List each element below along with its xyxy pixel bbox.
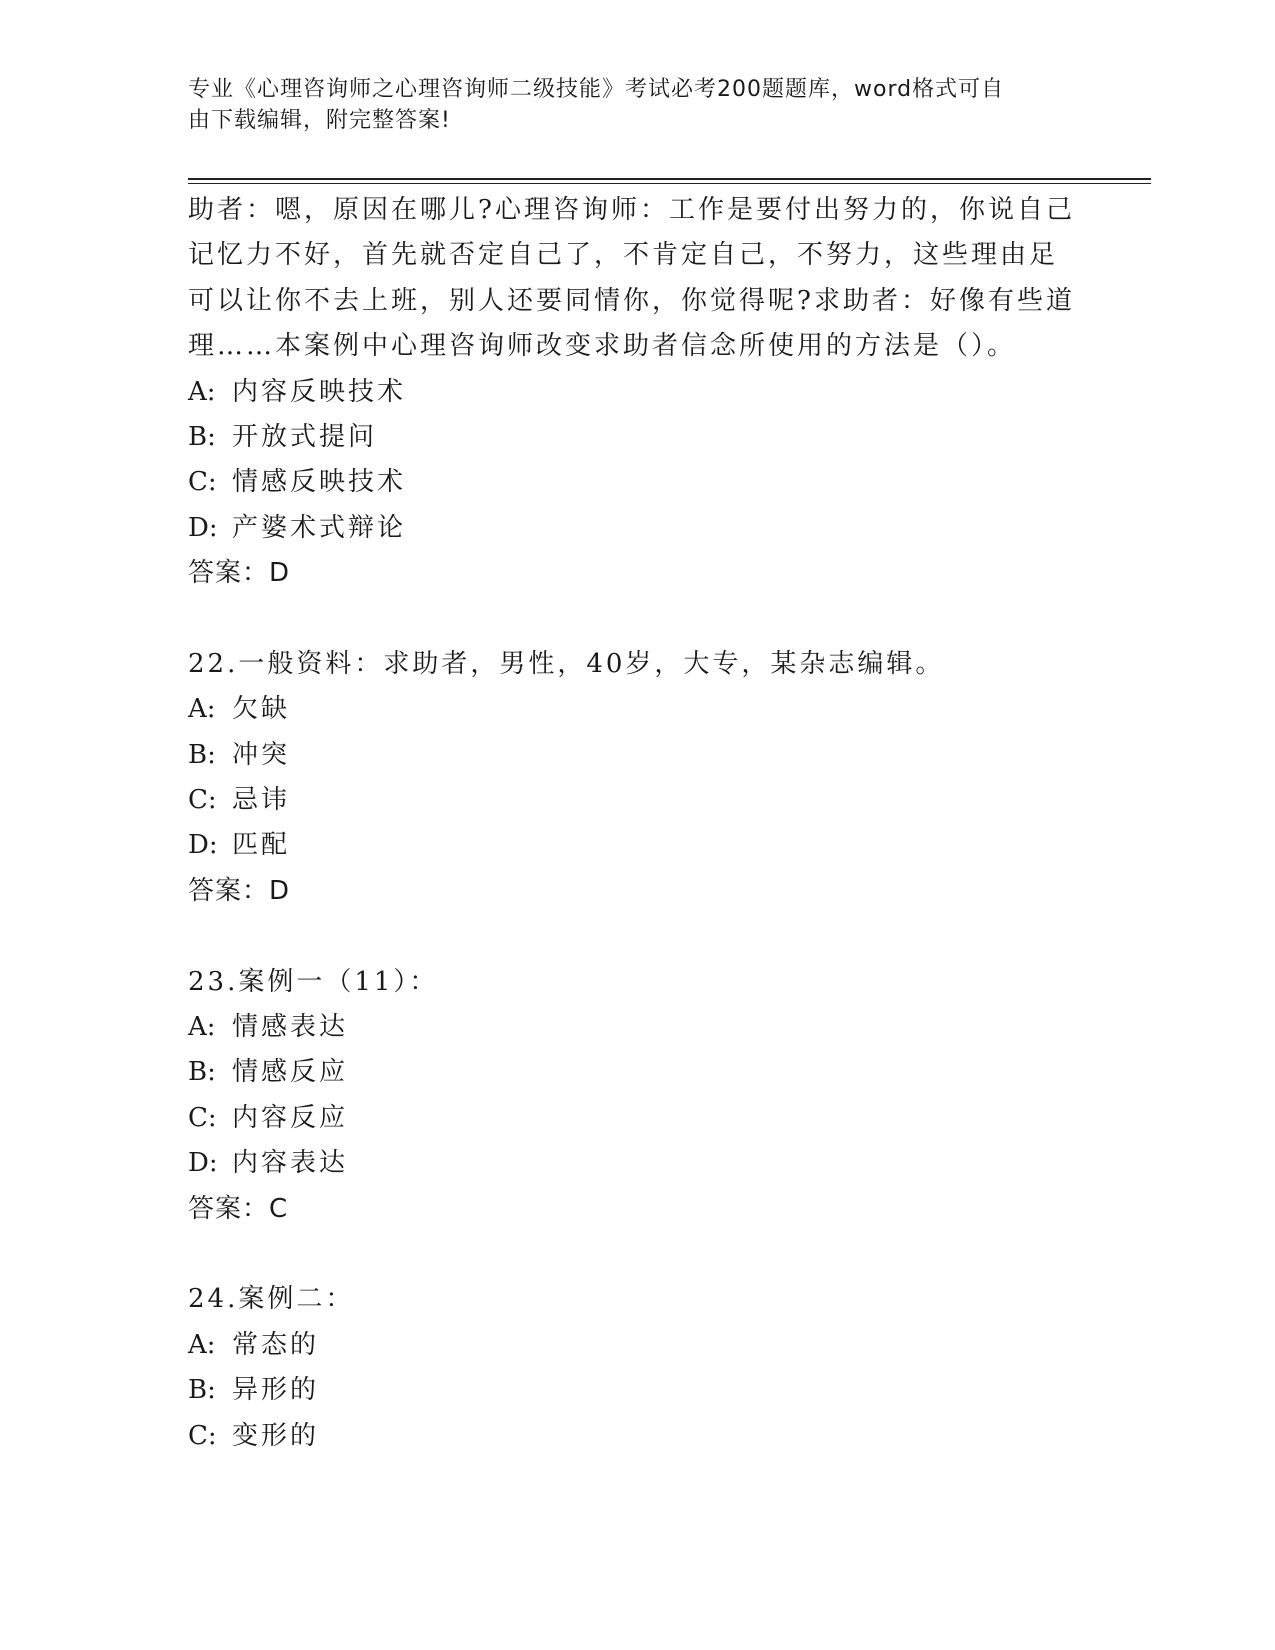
option-a (188, 370, 1088, 415)
option-label: C: (188, 467, 217, 498)
answer-line: 答案：C (188, 1193, 289, 1224)
option-c (188, 460, 1088, 505)
option-b (188, 1050, 1088, 1095)
option-d (188, 823, 1088, 868)
option-label: C: (188, 1420, 217, 1451)
option-text: 忌讳 (232, 785, 291, 816)
option-label: B: (188, 739, 216, 770)
question-24 (188, 1277, 1088, 1459)
option-b (188, 733, 1088, 778)
option-text: 常态的 (232, 1329, 320, 1360)
question-stem: 24.案例二： (188, 1284, 355, 1315)
option-text: 内容表达 (232, 1148, 349, 1179)
option-text: 欠缺 (232, 694, 291, 725)
question-spacer (188, 1232, 1088, 1277)
header-line-1: 专业《心理咨询师之心理咨询师二级技能》考试必考200题题库，word格式可自 (188, 77, 1005, 102)
question-23 (188, 960, 1088, 1232)
header-line-2: 由下载编辑，附完整答案! (188, 108, 451, 133)
option-label: B: (188, 1057, 216, 1088)
option-a (188, 1323, 1088, 1368)
option-label: B: (188, 421, 216, 452)
option-text: 内容反映技术 (232, 376, 407, 407)
question-stem: 23.案例一（11）： (188, 966, 439, 997)
option-label: C: (188, 785, 217, 816)
header-rule-thin (188, 183, 1151, 184)
question-22 (188, 642, 1088, 914)
option-text: 内容反应 (232, 1102, 349, 1133)
option-text: 异形的 (232, 1375, 320, 1406)
option-text: 冲突 (232, 739, 291, 770)
question-stem-line: 可以让你不去上班，别人还要同情你，你觉得呢?求助者：好像有些道 (188, 285, 1075, 316)
question-stem-line: 助者：嗯，原因在哪儿?心理咨询师：工作是要付出努力的，你说自己 (188, 195, 1075, 225)
option-text: 变形的 (232, 1420, 320, 1451)
question-stem-line: 记忆力不好，首先就否定自己了，不肯定自己，不努力，这些理由足 (188, 240, 1059, 271)
option-text: 情感反映技术 (232, 467, 407, 498)
option-c (188, 778, 1088, 823)
option-label: D: (188, 512, 218, 543)
option-label: D: (188, 1148, 218, 1179)
question-list (188, 188, 1088, 1459)
document-header (188, 74, 1068, 136)
option-c (188, 1414, 1088, 1459)
option-label: A: (188, 1012, 216, 1043)
option-label: A: (188, 694, 216, 725)
option-b (188, 1368, 1088, 1413)
question-stem: 22.一般资料：求助者，男性，40岁，大专，某杂志编辑。 (188, 648, 945, 679)
option-d (188, 1141, 1088, 1186)
option-label: A: (188, 1329, 216, 1360)
question-21 (188, 188, 1088, 597)
option-label: B: (188, 1375, 216, 1406)
option-text: 情感表达 (232, 1012, 349, 1043)
option-c (188, 1096, 1088, 1141)
option-label: A: (188, 376, 216, 407)
question-stem-line: 理……本案例中心理咨询师改变求助者信念所使用的方法是（）。 (188, 331, 1017, 362)
question-spacer (188, 597, 1088, 642)
option-text: 情感反应 (232, 1057, 349, 1088)
option-a (188, 1005, 1088, 1050)
question-spacer (188, 914, 1088, 959)
header-rule-thick (188, 178, 1151, 180)
answer-line: 答案：D (188, 875, 291, 906)
option-text: 产婆术式辩论 (232, 512, 407, 543)
option-d (188, 506, 1088, 551)
option-a (188, 687, 1088, 732)
option-text: 匹配 (232, 830, 291, 861)
answer-line: 答案：D (188, 558, 291, 589)
option-label: D: (188, 830, 218, 861)
option-b (188, 415, 1088, 460)
option-label: C: (188, 1102, 217, 1133)
option-text: 开放式提问 (232, 421, 378, 452)
